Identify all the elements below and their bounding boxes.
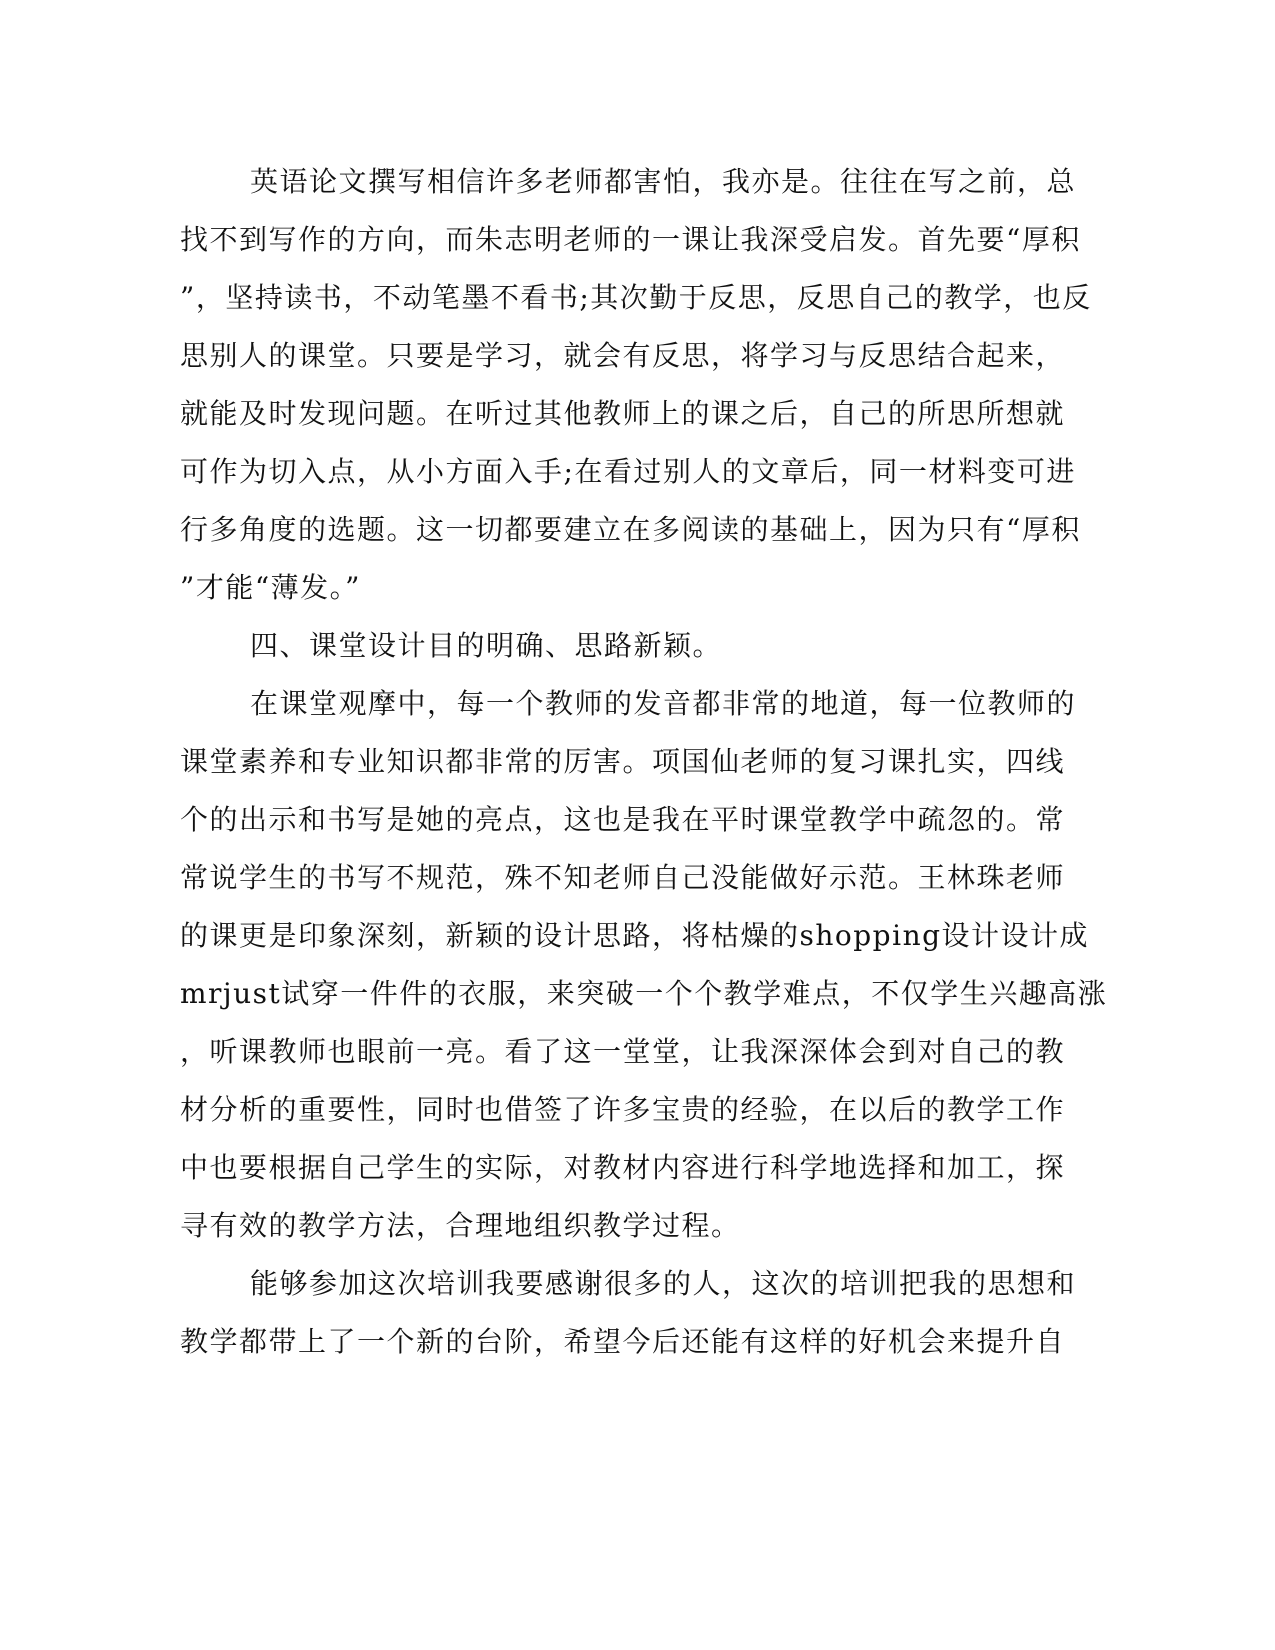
text-line: 英语论文撰写相信许多老师都害怕，我亦是。往往在写之前，总 (250, 165, 1077, 198)
text-line: ，听课教师也眼前一亮。看了这一堂堂，让我深深体会到对自己的教 (180, 1035, 1066, 1068)
text-line: 课堂素养和专业知识都非常的厉害。项国仙老师的复习课扎实，四线 (180, 745, 1066, 778)
section-heading: 四、课堂设计目的明确、思路新颖。 (250, 629, 723, 662)
text-line: ”，坚持读书，不动笔墨不看书;其次勤于反思，反思自己的教学，也反 (180, 281, 1092, 314)
text-line: 行多角度的选题。这一切都要建立在多阅读的基础上，因为只有“厚积 (180, 513, 1081, 546)
text-line: 在课堂观摩中，每一个教师的发音都非常的地道，每一位教师的 (250, 687, 1077, 720)
text-line: 材分析的重要性，同时也借签了许多宝贵的经验，在以后的教学工作 (180, 1093, 1066, 1126)
text-line: 思别人的课堂。只要是学习，就会有反思，将学习与反思结合起来， (180, 339, 1066, 372)
text-line: mrjust试穿一件件的衣服，来突破一个个教学难点，不仅学生兴趣高涨 (180, 977, 1108, 1010)
text-line: 就能及时发现问题。在听过其他教师上的课之后，自己的所思所想就 (180, 397, 1066, 430)
text-line: 的课更是印象深刻，新颖的设计思路，将枯燥的shopping设计设计成 (180, 919, 1090, 952)
text-line: 常说学生的书写不规范，殊不知老师自己没能做好示范。王林珠老师 (180, 861, 1066, 894)
text-line: 寻有效的教学方法，合理地组织教学过程。 (180, 1209, 741, 1242)
text-line: 个的出示和书写是她的亮点，这也是我在平时课堂教学中疏忽的。常 (180, 803, 1066, 836)
text-line: ”才能“薄发。” (180, 571, 361, 604)
text-line: 中也要根据自己学生的实际，对教材内容进行科学地选择和加工，探 (180, 1151, 1066, 1184)
text-line: 找不到写作的方向，而朱志明老师的一课让我深受启发。首先要“厚积 (180, 223, 1081, 256)
text-line: 能够参加这次培训我要感谢很多的人，这次的培训把我的思想和 (250, 1267, 1077, 1300)
text-line: 可作为切入点，从小方面入手;在看过别人的文章后，同一材料变可进 (180, 455, 1076, 488)
text-line: 教学都带上了一个新的台阶，希望今后还能有这样的好机会来提升自 (180, 1325, 1066, 1358)
